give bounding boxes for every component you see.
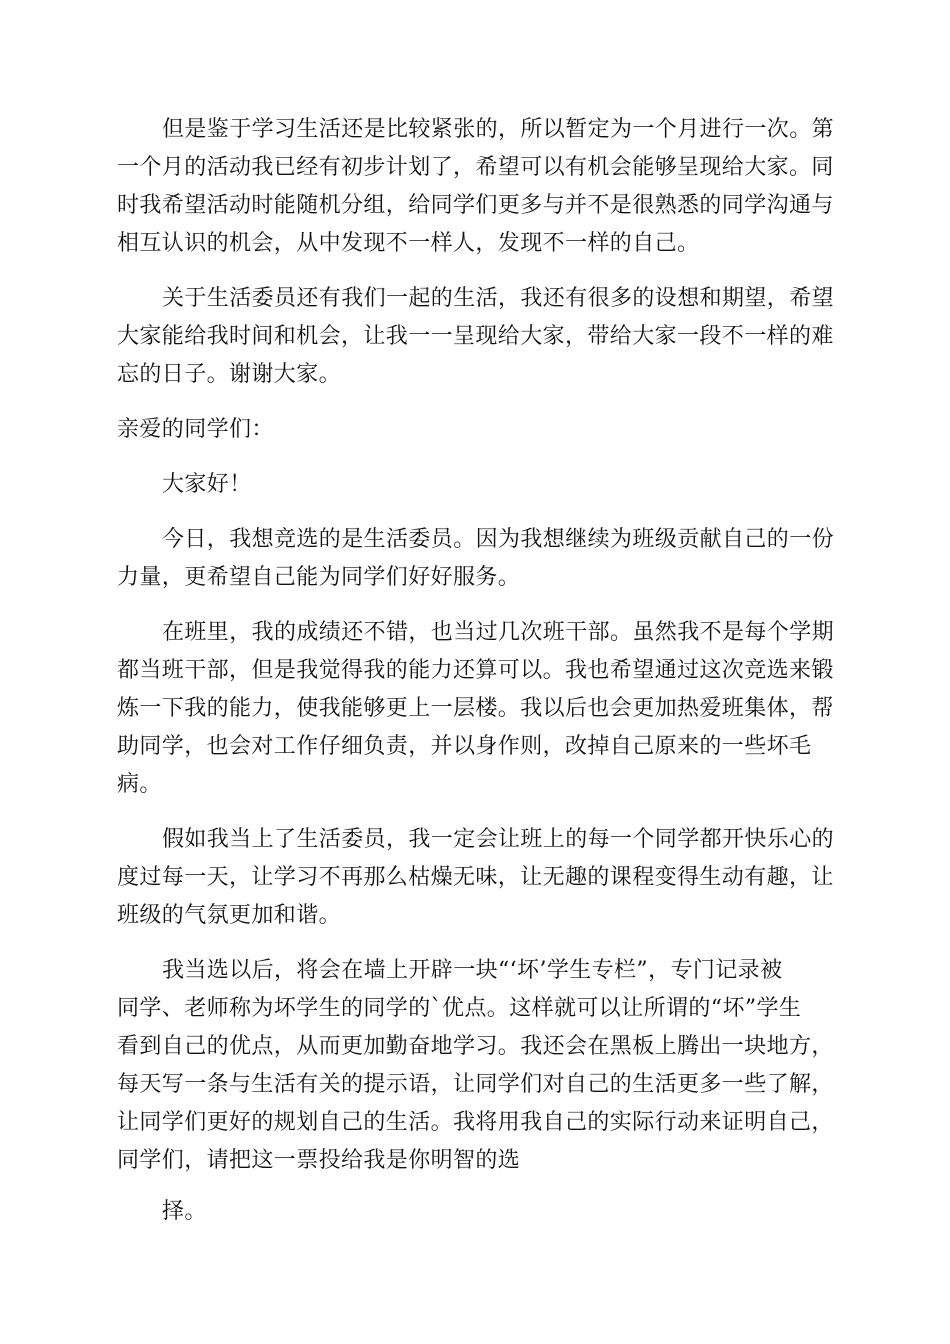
- text-line: 大家能给我时间和机会，让我一一呈现给大家，带给大家一段不一样的难: [117, 324, 834, 349]
- text-line: 今日，我想竞选的是生活委员。因为我想继续为班级贡献自己的一份: [162, 527, 835, 552]
- text-line: 在班里，我的成绩还不错，也当过几次班干部。虽然我不是每个学期: [162, 620, 835, 645]
- text-line: 一个月的活动我已经有初步计划了，希望可以有机会能够呈现给大家。同: [117, 155, 834, 180]
- text-line: 同学们，请把这一票投给我是你明智的选: [117, 1148, 521, 1173]
- text-line: 力量，更希望自己能为同学们好好服务。: [117, 565, 521, 590]
- text-line: 相互认识的机会，从中发现不一样人，发现不一样的自己。: [117, 231, 700, 256]
- text-line: 每天写一条与生活有关的提示语，让同学们对自己的生活更多一些了解，: [117, 1072, 834, 1097]
- text-line: 看到自己的优点，从而更加勤奋地学习。我还会在黑板上腾出一块地方，: [117, 1034, 834, 1059]
- text-line: 炼一下我的能力，使我能够更上一层楼。我以后也会更加热爱班集体，帮: [117, 696, 834, 721]
- text-line: 病。: [117, 772, 162, 797]
- text-line: 时我希望活动时能随机分组，给同学们更多与并不是很熟悉的同学沟通与: [117, 193, 834, 218]
- salutation: 亲爱的同学们：: [117, 417, 274, 442]
- text-line: 我当选以后，将会在墙上开辟一块“‘坏’学生专栏”，专门记录被: [162, 958, 783, 983]
- text-line: 让同学们更好的规划自己的生活。我将用我自己的实际行动来证明自己，: [117, 1110, 834, 1135]
- text-line: 忘的日子。谢谢大家。: [117, 362, 342, 387]
- text-line: 择。: [162, 1199, 207, 1224]
- text-line: 度过每一天，让学习不再那么枯燥无味，让无趣的课程变得生动有趣，让: [117, 865, 834, 890]
- text-line: 但是鉴于学习生活还是比较紧张的，所以暂定为一个月进行一次。第: [162, 117, 835, 142]
- greeting: 大家好！: [162, 472, 252, 497]
- text-line: 助同学，也会对工作仔细负责，并以身作则，改掉自己原来的一些坏毛: [117, 734, 812, 759]
- text-line: 同学、老师称为坏学生的同学的`优点。这样就可以让所谓的“坏”学生: [117, 996, 802, 1021]
- text-line: 班级的气氛更加和谐。: [117, 903, 342, 928]
- text-line: 关于生活委员还有我们一起的生活，我还有很多的设想和期望，希望: [162, 286, 835, 311]
- text-line: 假如我当上了生活委员，我一定会让班上的每一个同学都开快乐心的: [162, 827, 835, 852]
- text-line: 都当班干部，但是我觉得我的能力还算可以。我也希望通过这次竞选来锻: [117, 658, 834, 683]
